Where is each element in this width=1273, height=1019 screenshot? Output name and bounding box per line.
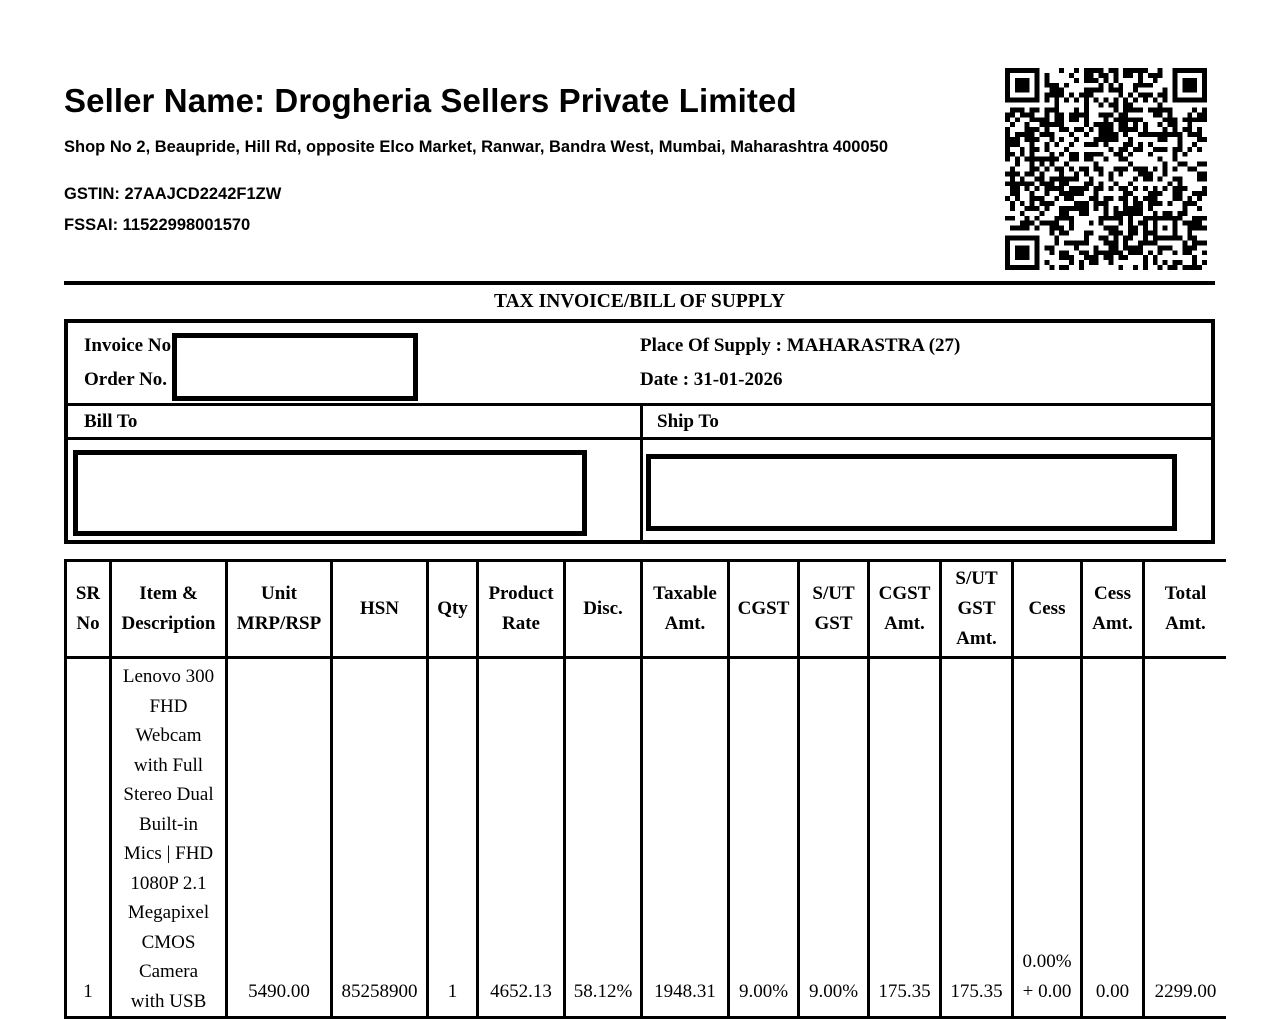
column-header-text: SR	[75, 583, 101, 604]
cell-line: FHD	[149, 695, 188, 717]
order-no-label: Order No.	[84, 369, 168, 390]
redacted-invoice-order-no	[172, 333, 418, 401]
column-header	[642, 561, 729, 658]
cell-product-rate: 4652.13	[478, 658, 565, 1018]
cell-disc: 58.12%	[565, 658, 642, 1018]
column-header-text: Item &	[139, 583, 198, 604]
column-header-text: Product	[488, 583, 554, 604]
column-header	[478, 561, 565, 658]
cell-qty: 1	[428, 658, 478, 1018]
column-header-text: Amt.	[664, 613, 706, 634]
column-header-text: Amt.	[1092, 613, 1133, 634]
table-header-row	[66, 561, 1227, 658]
cell-description-lines	[111, 658, 227, 1018]
column-header-text: MRP/RSP	[236, 613, 322, 634]
cell-unit-mrp: 5490.00	[227, 658, 332, 1018]
column-header-text: Unit	[261, 583, 297, 604]
cell-line: Camera	[138, 961, 199, 982]
cell-line: with USB	[130, 990, 207, 1012]
info-column-divider	[640, 403, 643, 540]
cell-line: 1080P 2.1	[130, 872, 207, 894]
cell-line: Mics | FHD	[123, 843, 214, 864]
cell-sgst: 9.00%	[799, 658, 869, 1018]
ship-to-label: Ship To	[657, 411, 719, 432]
address-divider	[68, 437, 1211, 440]
cell-line: Lenovo 300	[122, 666, 215, 687]
column-header	[66, 561, 111, 658]
column-header-text: S/UT	[955, 568, 998, 589]
cell-cgst-amt: 175.35	[869, 658, 941, 1018]
column-header-text: Description	[121, 613, 216, 634]
cell-line: Built-in	[138, 813, 199, 835]
column-header	[332, 561, 428, 658]
qr-code-icon	[1005, 68, 1207, 270]
redacted-bill-to-address	[73, 450, 587, 536]
cell-sgst-amt: 175.35	[941, 658, 1013, 1018]
cell-line: 0.00%	[1022, 951, 1072, 972]
column-header	[227, 561, 332, 658]
cell-hsn: 85258900	[332, 658, 428, 1018]
column-header-text: Cess	[1028, 598, 1066, 619]
column-header	[799, 561, 869, 658]
column-header-text: No	[76, 613, 100, 634]
column-header-text: CGST	[737, 598, 790, 619]
cell-sr: 1	[66, 658, 111, 1018]
column-header-text: Amt.	[1165, 613, 1206, 634]
column-header	[1013, 561, 1082, 658]
column-header-text: CGST	[878, 583, 931, 604]
column-header-text: Disc.	[583, 598, 623, 619]
cell-taxable-amt: 1948.31	[642, 658, 729, 1018]
cell-line: Stereo Dual	[123, 784, 214, 805]
column-header-text: Total	[1164, 583, 1207, 604]
column-header	[565, 561, 642, 658]
cell-line: Webcam	[135, 725, 202, 746]
cell-total-amt: 2299.00	[1144, 658, 1227, 1018]
column-header-text: Amt.	[956, 628, 997, 649]
header-divider	[64, 281, 1215, 285]
column-header-text: GST	[957, 598, 996, 619]
cell-line: + 0.00	[1022, 980, 1072, 1002]
invoice-date: Date : 31-01-2026	[640, 369, 783, 390]
column-header	[1082, 561, 1144, 658]
column-header-text: HSN	[359, 598, 400, 619]
bill-to-label: Bill To	[84, 411, 138, 432]
column-header	[1144, 561, 1227, 658]
cell-line: Megapixel	[127, 902, 210, 923]
column-header-text: GST	[814, 613, 853, 634]
column-header-text: Cess	[1094, 583, 1131, 604]
items-table	[64, 559, 1226, 1019]
seller-fssai: FSSAI: 11522998001570	[64, 216, 251, 234]
invoice-no-label: Invoice No	[84, 335, 172, 356]
column-header-text: S/UT	[812, 583, 855, 604]
column-header-text: Amt.	[884, 613, 925, 634]
cell-line: with Full	[133, 754, 204, 776]
items-table-container	[64, 559, 1226, 1019]
column-header	[941, 561, 1013, 658]
cell-cess-amt: 0.00	[1082, 658, 1144, 1018]
table-row	[66, 658, 1227, 1018]
cell-line: CMOS	[141, 931, 196, 953]
seller-address: Shop No 2, Beaupride, Hill Rd, opposite Elco Market, Ranwar, Bandra West, Mumbai, Maharashtra 400050	[64, 138, 888, 156]
seller-name: Seller Name: Drogheria Sellers Private Limited	[64, 82, 797, 119]
place-of-supply: Place Of Supply : MAHARASTRA (27)	[640, 335, 961, 356]
redacted-ship-to-address	[646, 454, 1177, 531]
invoice-title: TAX INVOICE/BILL OF SUPPLY	[494, 291, 785, 312]
column-header-text: Rate	[502, 613, 540, 634]
column-header	[428, 561, 478, 658]
column-header	[729, 561, 799, 658]
column-header	[111, 561, 227, 658]
cell-cgst: 9.00%	[729, 658, 799, 1018]
seller-gstin: GSTIN: 27AAJCD2242F1ZW	[64, 185, 282, 203]
cell-cess-lines	[1013, 658, 1082, 1018]
column-header	[869, 561, 941, 658]
column-header-text: Taxable	[653, 583, 717, 604]
invoice-info-box	[64, 319, 1215, 544]
column-header-text: Qty	[437, 598, 468, 619]
